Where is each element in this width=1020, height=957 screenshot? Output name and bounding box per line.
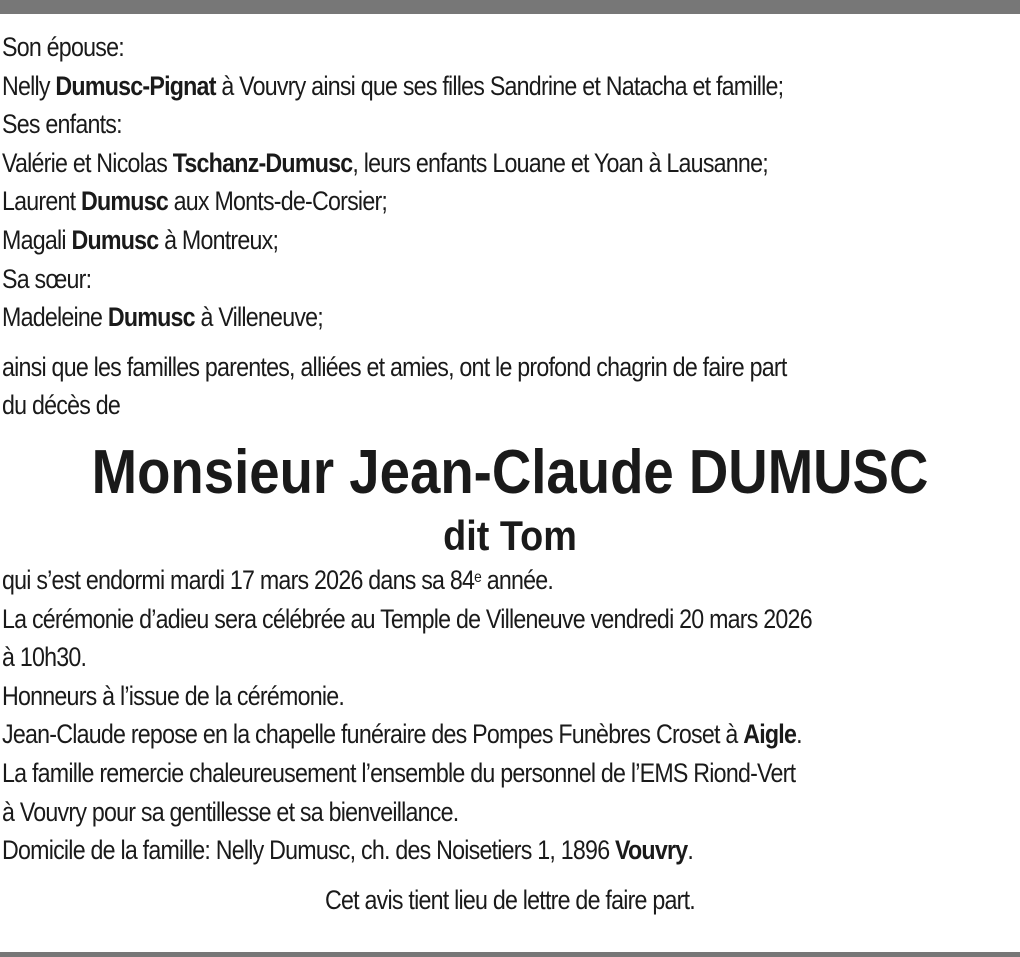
child-surname-2: Dumusc: [81, 186, 168, 217]
honours-line: Honneurs à l’issue de la cérémonie.: [2, 680, 345, 711]
thanks-line-1: La famille remercie chaleureusement l’ensemble du personnel de l’EMS Riond-Vert: [2, 757, 796, 788]
spouse-heading: Son épouse:: [2, 32, 124, 62]
announcement-line-2: du décès de: [2, 390, 121, 421]
top-rule: [0, 0, 1020, 14]
family-list: [2, 28, 1018, 337]
bottom-rule: [0, 952, 1020, 957]
thanks-line-2: à Vouvry pour sa gentillesse et sa bienveillance.: [2, 796, 459, 827]
sister-line: Madeleine Dumusc à Villeneuve;: [2, 302, 323, 333]
child-surname-1: Tschanz-Dumusc: [172, 147, 353, 178]
child-line-3: Magali Dumusc à Montreux;: [2, 224, 279, 255]
spouse-surname: Dumusc-Pignat: [55, 70, 216, 101]
deceased-name: Monsieur Jean-Claude DUMUSC: [91, 437, 929, 507]
passing-line: qui s’est endormi mardi 17 mars 2026 dans sa 84e année.: [2, 564, 554, 595]
domicile-town: Vouvry: [615, 835, 688, 866]
deceased-nickname: dit Tom: [443, 511, 577, 559]
obituary-notice: [2, 28, 1018, 919]
domicile-line: Domicile de la famille: Nelly Dumusc, ch. des Noisetiers 1, 1896 Vouvry.: [2, 835, 694, 866]
children-heading: Ses enfants:: [2, 109, 122, 140]
ceremony-line-2: à 10h30.: [2, 642, 87, 673]
announcement-line-1: ainsi que les familles parentes, alliées et amies, ont le profond chagrin de faire part: [2, 351, 787, 382]
child-surname-3: Dumusc: [71, 224, 159, 255]
rest-line: Jean-Claude repose en la chapelle funéraire des Pompes Funèbres Croset à Aigle.: [2, 719, 802, 750]
child-line-2: Laurent Dumusc aux Monts-de-Corsier;: [2, 186, 388, 217]
spouse-line: Nelly Dumusc-Pignat à Vouvry ainsi que ses filles Sandrine et Natacha et famille;: [2, 70, 784, 101]
child-line-1: Valérie et Nicolas Tschanz-Dumusc, leurs enfants Louane et Yoan à Lausanne;: [2, 147, 768, 178]
rest-town: Aigle: [743, 719, 797, 750]
announcement: [2, 348, 1018, 425]
footer-note: Cet avis tient lieu de lettre de faire part.: [325, 884, 695, 915]
ceremony-line-1: La cérémonie d’adieu sera célébrée au Temple de Villeneuve vendredi 20 mars 2026: [2, 603, 812, 634]
details: [2, 561, 1018, 870]
sister-heading: Sa sœur:: [2, 263, 92, 294]
sister-surname: Dumusc: [107, 302, 195, 333]
